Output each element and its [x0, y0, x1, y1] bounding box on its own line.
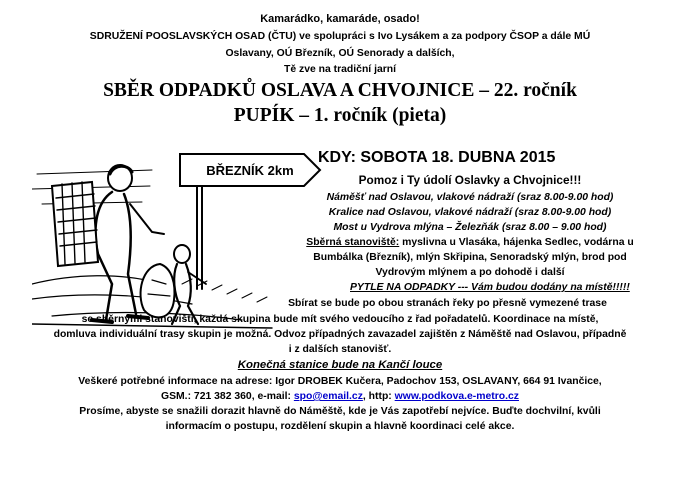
bags-note: PYTLE NA ODPADKY --- Vám budou dodány na místě!!!!!: [350, 282, 630, 293]
final-station: Konečná stanice bude na Kančí louce: [237, 359, 443, 371]
greeting: Kamarádko, kamaráde, osado!: [260, 13, 420, 25]
organizer-line-2: Oslavany, OÚ Březník, OÚ Senorady a dalších,: [225, 48, 455, 59]
meeting-point-1: Náměšť nad Oslavou, vlakové nádraží (sraz 8.00-9.00 hod): [326, 192, 614, 203]
event-title: SBĚR ODPADKŮ OSLAVA A CHVOJNICE – 22. ročník: [103, 80, 577, 101]
organizer-line-1: SDRUŽENÍ POOSLAVSKÝCH OSAD (ČTU) ve spolupráci s Ivo Lysákem a za podpory ČSOP a dále MÚ: [89, 31, 591, 42]
meeting-point-3: Most u Vydrova mlýna – Železňák (sraz 8.00 – 9.00 hod): [333, 222, 607, 233]
contact-line-1: Veškeré potřebné informace na adrese: Igor DROBEK Kučera, Padochov 153, OSLAVANY, 664 91 Ivančice,: [78, 376, 602, 387]
collection-stations-line-2: Bumbálka (Březník), mlýn Skřipina, Senoradský mlýn, brod pod: [313, 252, 627, 263]
collection-stations-line-3: Vydrovým mlýnem a po dohodě i další: [375, 267, 565, 278]
closing-line-2: informacím o postupu, rozdělení skupin a hlavně koordinaci celé akce.: [165, 421, 515, 432]
collection-stations-line-1: Sběrná stanoviště: myslivna u Vlasáka, hájenka Sedlec, vodárna u: [306, 237, 634, 248]
body-line-1: Sbírat se bude po obou stranách řeky po přesně vymezené trase: [288, 298, 607, 309]
body-line-2: se sběrnými stanovišti, každá skupina bude mít svého vedoucího z řad pořadatelů. Koordinace na místě,: [81, 314, 599, 325]
invitation-line: Tě zve na tradiční jarní: [283, 64, 397, 75]
website-link[interactable]: www.podkova.e-metro.cz: [394, 391, 519, 402]
signpost-text: BŘEZNÍK 2km: [206, 163, 294, 178]
email-link[interactable]: spo@email.cz: [293, 391, 363, 402]
event-date: KDY: SOBOTA 18. DUBNA 2015: [318, 149, 556, 166]
body-line-3: domluva individuální trasy skupin je možná. Odvoz případných zavazadel zajištěn z Náměště nad Oslavou, případně: [53, 329, 627, 340]
event-subtitle: PUPÍK – 1. ročník (pieta): [233, 105, 447, 126]
collection-stations-label: Sběrná stanoviště:: [306, 237, 400, 248]
event-slogan: Pomoz i Ty údolí Oslavky a Chvojnice!!!: [358, 173, 582, 187]
meeting-point-2: Kralice nad Oslavou, vlakové nádraží (sraz 8.00-9.00 hod): [328, 207, 612, 218]
contact-line-2: GSM.: 721 382 360, e-mail: spo@email.cz, http: www.podkova.e-metro.cz: [161, 391, 519, 402]
closing-line-1: Prosíme, abyste se snažili dorazit hlavně do Náměště, kde je Vás zapotřebí nejvíce. Buďte dochvilní, kvůli: [79, 406, 601, 417]
body-line-4: i z dalších stanovišť.: [288, 344, 392, 355]
